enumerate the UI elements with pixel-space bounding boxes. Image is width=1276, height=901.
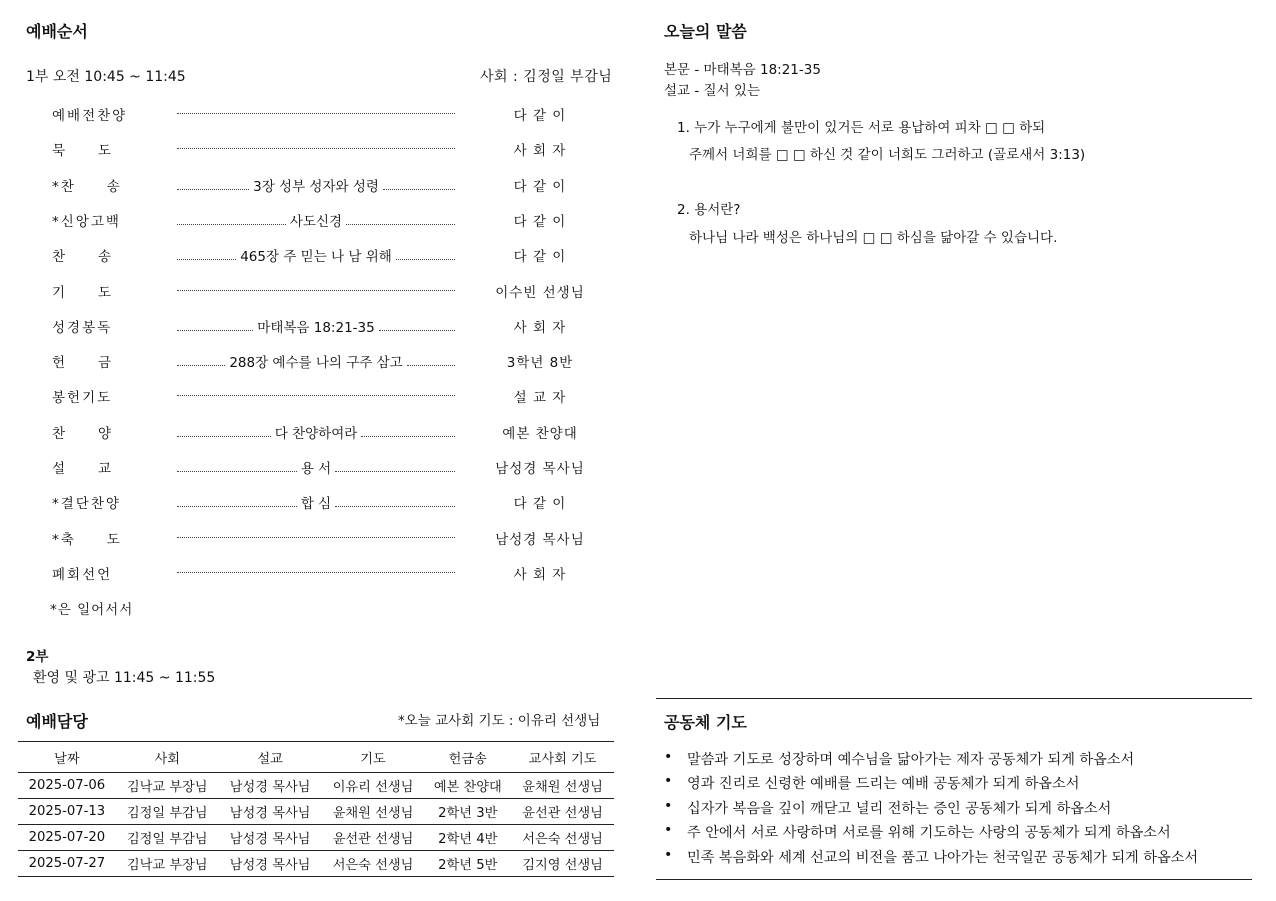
- header-offering-song: 헌금송: [424, 742, 511, 773]
- table-cell: 김정일 부감님: [116, 799, 219, 825]
- dotted-leader: [383, 180, 455, 190]
- sermon-line: 설교 - 질서 있는: [664, 83, 760, 99]
- order-item-leader: 예본 찬양대: [502, 425, 578, 442]
- dotted-leader: [177, 250, 236, 260]
- scripture-line: 본문 - 마태복음 18:21-35: [664, 62, 821, 78]
- order-row: [0, 210, 640, 232]
- dotted-leader: [177, 356, 225, 366]
- order-item-name: *신앙고백: [52, 213, 121, 230]
- order-row: [0, 528, 640, 550]
- table-cell: 서은숙 선생님: [322, 851, 425, 877]
- order-item-detail: 다 찬양하여라: [274, 425, 358, 442]
- dotted-leader: [361, 427, 455, 437]
- order-item-name: 묵 도: [52, 143, 114, 160]
- order-item-leader: 이수빈 선생님: [495, 284, 585, 301]
- order-item-leader-line: [177, 492, 455, 512]
- dotted-leader: [177, 497, 297, 507]
- order-item-leader: 다 같 이: [513, 178, 567, 195]
- order-item-leader-line: [177, 563, 455, 573]
- order-item-name: *결단찬양: [52, 496, 121, 513]
- table-cell: 이유리 선생님: [322, 773, 425, 799]
- table-cell: 윤채원 선생님: [511, 773, 614, 799]
- order-item-leader: 다 같 이: [513, 496, 567, 513]
- order-item-name: 성경봉독: [52, 319, 113, 336]
- dotted-leader: [379, 321, 455, 331]
- dotted-leader: [177, 563, 455, 573]
- order-row: [0, 245, 640, 267]
- order-item-leader: 사 회 자: [513, 566, 567, 583]
- table-cell: 2학년 5반: [424, 851, 511, 877]
- prayer-item: • 영과 진리로 신령한 예배를 드리는 예배 공동체가 되게 하옵소서: [664, 773, 1198, 797]
- table-cell: 윤채원 선생님: [322, 799, 425, 825]
- teacher-prayer-note: *오늘 교사회 기도 : 이유리 선생님: [398, 713, 601, 729]
- order-item-leader-line: [177, 457, 455, 477]
- table-cell: 남성경 목사님: [219, 773, 322, 799]
- header-date: 날짜: [18, 742, 116, 773]
- order-item-leader-line: [177, 104, 455, 114]
- standing-note: *은 일어서서: [50, 602, 134, 618]
- order-item-leader-line: [177, 316, 455, 336]
- header-teacher-prayer: 교사회 기도: [511, 742, 614, 773]
- duty-table: [18, 741, 614, 877]
- order-item-name: 찬 송: [52, 249, 114, 266]
- order-item-leader: 사 회 자: [513, 143, 567, 160]
- table-cell: 서은숙 선생님: [511, 825, 614, 851]
- order-row: [0, 386, 640, 408]
- dotted-leader: [177, 462, 297, 472]
- order-item-leader: 남성경 목사님: [495, 461, 585, 477]
- order-row: [0, 422, 640, 444]
- order-row: [0, 104, 640, 126]
- table-cell: 2025-07-20: [18, 825, 116, 851]
- question-1-line-2: 주께서 너희를 □ □ 하신 것 같이 너희도 그러하고 (골로새서 3:13): [689, 147, 1086, 163]
- order-item-leader: 설 교 자: [513, 390, 567, 407]
- prayer-item: • 말씀과 기도로 성장하며 예수님을 닮아가는 제자 공동체가 되게 하옵소서: [664, 749, 1198, 773]
- order-item-leader: 다 같 이: [513, 249, 567, 266]
- table-cell: 김지영 선생님: [511, 851, 614, 877]
- table-cell: 2학년 3반: [424, 799, 511, 825]
- table-cell: 2025-07-27: [18, 851, 116, 877]
- order-row: [0, 281, 640, 303]
- question-1-line-1: 1. 누가 누구에게 불만이 있거든 서로 용납하여 피차 □ □ 하되: [677, 120, 1046, 136]
- table-cell: 김정일 부감님: [116, 825, 219, 851]
- order-item-leader-line: [177, 210, 455, 230]
- table-cell: 2025-07-13: [18, 799, 116, 825]
- part2-label: 2부: [26, 649, 49, 665]
- dotted-leader: [177, 281, 455, 291]
- order-item-leader: 다 같 이: [513, 108, 567, 124]
- table-cell: 김낙교 부장님: [116, 773, 219, 799]
- duty-header-row: [18, 742, 614, 773]
- order-item-name: 폐회선언: [52, 566, 113, 583]
- table-cell: 남성경 목사님: [219, 825, 322, 851]
- duty-title: 예배담당: [26, 712, 88, 731]
- order-item-name: *찬 송: [52, 178, 122, 195]
- part2-detail: 환영 및 광고 11:45 ~ 11:55: [33, 670, 216, 686]
- order-item-leader-line: [177, 422, 455, 442]
- order-item-name: 찬 양: [52, 425, 114, 442]
- order-row: [0, 316, 640, 338]
- table-cell: 2025-07-06: [18, 773, 116, 799]
- order-row: [0, 175, 640, 197]
- community-bottom-divider: [656, 879, 1252, 880]
- order-row: [0, 457, 640, 479]
- host-info: 사회 : 김정일 부감님: [480, 69, 613, 85]
- order-item-leader-line: [177, 139, 455, 149]
- part1-time: 1부 오전 10:45 ~ 11:45: [26, 69, 186, 85]
- order-item-detail: 465장 주 믿는 나 남 위해: [240, 249, 392, 266]
- table-row: [18, 825, 614, 851]
- dotted-leader: [177, 139, 455, 149]
- dotted-leader: [177, 427, 271, 437]
- order-item-name: 기 도: [52, 284, 114, 301]
- dotted-leader: [177, 104, 455, 114]
- order-title: 예배순서: [26, 22, 88, 41]
- table-cell: 윤선관 선생님: [322, 825, 425, 851]
- order-item-detail: 288장 예수를 나의 구주 삼고: [229, 355, 403, 372]
- table-cell: 윤선관 선생님: [511, 799, 614, 825]
- header-sermon: 설교: [219, 742, 322, 773]
- table-cell: 남성경 목사님: [219, 851, 322, 877]
- dotted-leader: [335, 497, 455, 507]
- table-cell: 2학년 4반: [424, 825, 511, 851]
- order-item-leader: 3학년 8반: [506, 355, 574, 372]
- order-item-name: 예배전찬양: [52, 108, 128, 124]
- order-item-leader-line: [177, 175, 455, 195]
- order-item-leader-line: [177, 245, 455, 265]
- table-row: [18, 799, 614, 825]
- order-item-detail: 사도신경: [289, 213, 343, 230]
- order-item-leader: 남성경 목사님: [495, 531, 585, 548]
- order-item-leader: 다 같 이: [513, 213, 567, 230]
- header-prayer: 기도: [322, 742, 425, 773]
- order-item-detail: 합 심: [300, 496, 332, 513]
- order-item-name: 설 교: [52, 461, 114, 477]
- community-top-divider: [656, 698, 1252, 699]
- dotted-leader: [177, 321, 253, 331]
- dotted-leader: [407, 356, 455, 366]
- order-item-leader-line: [177, 528, 455, 538]
- table-row: [18, 773, 614, 799]
- dotted-leader: [177, 215, 286, 225]
- order-item-name: *축 도: [52, 531, 122, 548]
- dotted-leader: [177, 180, 249, 190]
- order-item-leader-line: [177, 281, 455, 291]
- table-cell: 남성경 목사님: [219, 799, 322, 825]
- order-item-detail: 용 서: [300, 461, 332, 477]
- dotted-leader: [335, 462, 455, 472]
- dotted-leader: [346, 215, 455, 225]
- order-item-name: 헌 금: [52, 355, 114, 372]
- order-row: [0, 492, 640, 514]
- order-row: [0, 351, 640, 373]
- table-cell: 예본 찬양대: [424, 773, 511, 799]
- dotted-leader: [177, 528, 455, 538]
- word-title: 오늘의 말씀: [664, 22, 747, 41]
- question-2-line-1: 2. 용서란?: [677, 202, 741, 218]
- prayer-item: • 주 안에서 서로 사랑하며 서로를 위해 기도하는 사랑의 공동체가 되게 하옵소서: [664, 822, 1198, 846]
- order-item-leader-line: [177, 386, 455, 396]
- order-item-detail: 마태복음 18:21-35: [257, 319, 375, 336]
- order-item-leader: 사 회 자: [513, 319, 567, 336]
- header-host: 사회: [116, 742, 219, 773]
- order-row: [0, 563, 640, 585]
- order-item-leader-line: [177, 351, 455, 371]
- table-cell: 김낙교 부장님: [116, 851, 219, 877]
- community-prayer-list: [664, 749, 1198, 871]
- community-title: 공동체 기도: [664, 713, 747, 732]
- order-row: [0, 139, 640, 161]
- question-2-line-2: 하나님 나라 백성은 하나님의 □ □ 하심을 닮아갈 수 있습니다.: [689, 230, 1058, 246]
- dotted-leader: [177, 386, 455, 396]
- prayer-item: • 십자가 복음을 깊이 깨닫고 널리 전하는 증인 공동체가 되게 하옵소서: [664, 798, 1198, 822]
- prayer-item: • 민족 복음화와 세계 선교의 비전을 품고 나아가는 천국일꾼 공동체가 되게 하옵소서: [664, 847, 1198, 871]
- table-row: [18, 851, 614, 877]
- dotted-leader: [396, 250, 455, 260]
- order-item-name: 봉헌기도: [52, 390, 113, 407]
- order-item-detail: 3장 성부 성자와 성령: [253, 178, 379, 195]
